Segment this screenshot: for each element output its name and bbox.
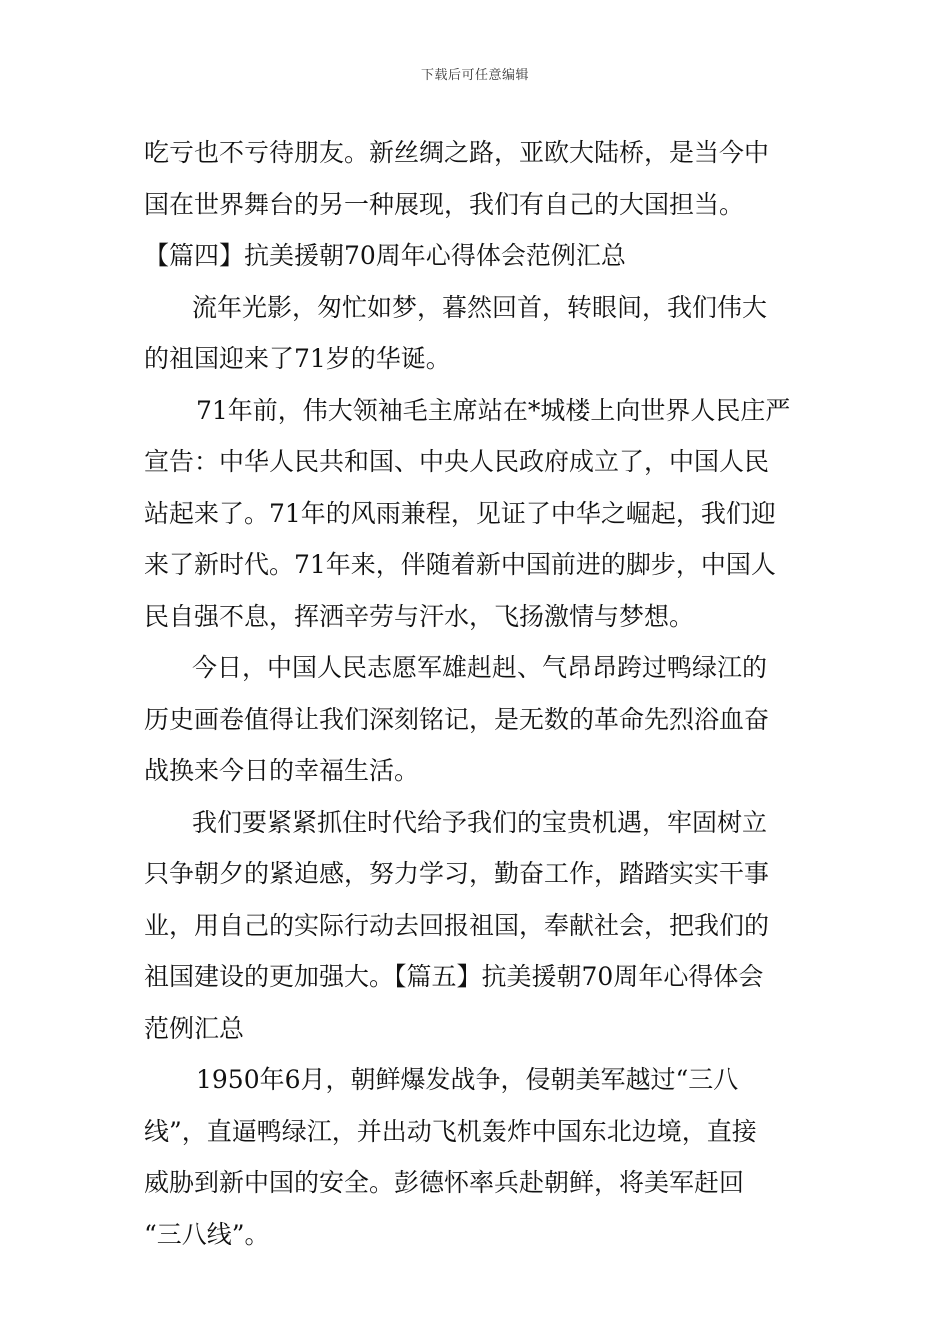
text-line: 今日，中国人民志愿军雄赳赳、气昂昂跨过鸭绿江的 xyxy=(192,653,768,682)
text-line: 71年前，伟大领袖毛主席站在*城楼上向世界人民庄严 xyxy=(196,395,791,425)
text-line: 战换来今日的幸福生活。 xyxy=(144,756,420,785)
text-line: 国在世界舞台的另一种展现，我们有自己的大国担当。 xyxy=(144,189,745,219)
text-line: 流年光影，匆忙如梦，暮然回首，转眼间，我们伟大 xyxy=(192,292,768,322)
text-line: 民自强不息，挥洒辛劳与汗水，飞扬激情与梦想。 xyxy=(144,601,695,631)
text-line: “三八线”。 xyxy=(144,1219,270,1249)
text-line: 站起来了。71年的风雨兼程，见证了中华之崛起，我们迎 xyxy=(144,498,776,528)
text-line: 的祖国迎来了71岁的华诞。 xyxy=(144,344,451,373)
text-line: 只争朝夕的紧迫感，努力学习，勤奋工作，踏踏实实干事 xyxy=(144,859,770,888)
section-heading: 【篇四】抗美援朝70周年心得体会范例汇总 xyxy=(144,241,626,270)
text-line: 线”，直逼鸭绿江，并出动飞机轰炸中国东北边境，直接 xyxy=(144,1116,757,1146)
text-line: 业，用自己的实际行动去回报祖国，奉献社会，把我们的 xyxy=(144,910,770,940)
text-line: 我们要紧紧抓住时代给予我们的宝贵机遇，牢固树立 xyxy=(192,807,768,837)
document-body xyxy=(144,127,806,1260)
text-line: 祖国建设的更加强大。【篇五】抗美援朝70周年心得体会 xyxy=(144,962,764,991)
text-line: 来了新时代。71年来，伴随着新中国前进的脚步，中国人 xyxy=(144,550,776,579)
text-line: 历史画卷值得让我们深刻铭记，是无数的革命先烈浴血奋 xyxy=(144,704,770,734)
text-line: 范例汇总 xyxy=(144,1013,245,1043)
text-line: 吃亏也不亏待朋友。新丝绸之路，亚欧大陆桥，是当今中 xyxy=(144,138,770,167)
text-line: 威胁到新中国的安全。彭德怀率兵赴朝鲜，将美军赶回 xyxy=(144,1168,745,1197)
text-line: 宣告：中华人民共和国、中央人民政府成立了，中国人民 xyxy=(144,447,770,476)
text-line: 1950年6月，朝鲜爆发战争，侵朝美军越过“三八 xyxy=(196,1065,739,1094)
page-header: 下载后可任意编辑 xyxy=(420,68,529,83)
